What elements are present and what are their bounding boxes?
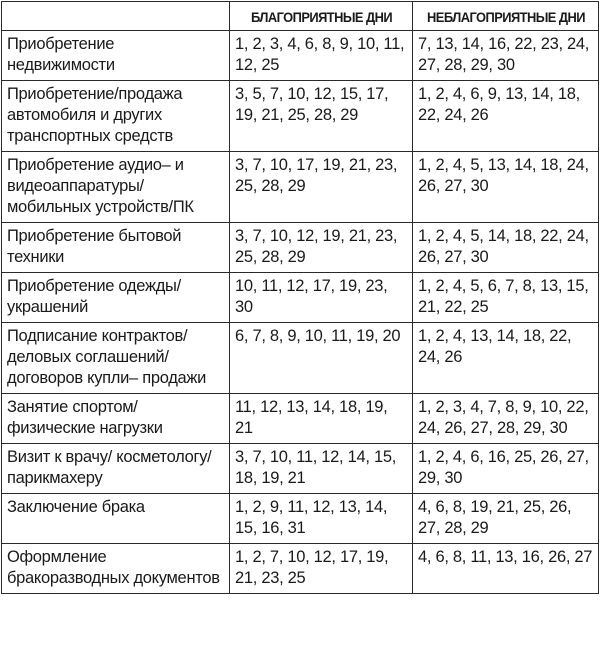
header-favorable-days: БЛАГОПРИЯТНЫЕ ДНИ <box>237 2 405 31</box>
table-row <box>2 544 599 594</box>
unfavorable-cell: 1, 2, 4, 13, 14, 18, 22, 24, 26 <box>413 323 599 394</box>
header-activity <box>2 2 230 31</box>
unfavorable-cell: 1, 2, 4, 5, 14, 18, 22, 24, 26, 27, 30 <box>413 223 599 273</box>
favorable-cell: 6, 7, 8, 9, 10, 11, 19, 20 <box>230 323 413 394</box>
unfavorable-cell: 1, 2, 4, 6, 9, 13, 14, 18, 22, 24, 26 <box>413 81 599 152</box>
unfavorable-cell: 1, 2, 4, 6, 16, 25, 26, 27, 29, 30 <box>413 444 599 494</box>
table-row <box>2 394 599 444</box>
table-row <box>2 323 599 394</box>
activity-cell: Приобретение одежды/ украшений <box>2 273 230 323</box>
unfavorable-cell: 7, 13, 14, 16, 22, 23, 24, 27, 28, 29, 30 <box>413 31 599 81</box>
unfavorable-cell: 1, 2, 3, 4, 7, 8, 9, 10, 22, 24, 26, 27, 28, 29, 30 <box>413 394 599 444</box>
favorable-cell: 10, 11, 12, 17, 19, 23, 30 <box>230 273 413 323</box>
favorable-cell: 3, 7, 10, 12, 19, 21, 23, 25, 28, 29 <box>230 223 413 273</box>
table-row <box>2 494 599 544</box>
activity-cell: Занятие спортом/ физические нагрузки <box>2 394 230 444</box>
table-row <box>2 81 599 152</box>
activity-cell: Приобретение бытовой техники <box>2 223 230 273</box>
activity-cell: Приобретение аудио– и видеоаппаратуры/ мобильных устройств/ПК <box>2 152 230 223</box>
activity-cell: Визит к врачу/ косметологу/ парикмахеру <box>2 444 230 494</box>
header-row <box>2 2 599 31</box>
header-unfavorable-days: НЕБЛАГОПРИЯТНЫЕ ДНИ <box>420 2 591 31</box>
table-row <box>2 273 599 323</box>
favorable-cell: 3, 5, 7, 10, 12, 15, 17, 19, 21, 25, 28, 29 <box>230 81 413 152</box>
activity-cell: Заключение брака <box>2 494 230 544</box>
unfavorable-cell: 1, 2, 4, 5, 13, 14, 18, 24, 26, 27, 30 <box>413 152 599 223</box>
activity-cell: Подписание контрактов/ деловых соглашений/ договоров купли– продажи <box>2 323 230 394</box>
unfavorable-cell: 4, 6, 8, 19, 21, 25, 26, 27, 28, 29 <box>413 494 599 544</box>
favorable-days-table <box>1 1 599 594</box>
unfavorable-cell: 1, 2, 4, 5, 6, 7, 8, 13, 15, 21, 22, 25 <box>413 273 599 323</box>
favorable-cell: 1, 2, 7, 10, 12, 17, 19, 21, 23, 25 <box>230 544 413 594</box>
table-row <box>2 31 599 81</box>
favorable-cell: 1, 2, 9, 11, 12, 13, 14, 15, 16, 31 <box>230 494 413 544</box>
activity-cell: Приобретение недвижимости <box>2 31 230 81</box>
unfavorable-cell: 4, 6, 8, 11, 13, 16, 26, 27 <box>413 544 599 594</box>
table-row <box>2 444 599 494</box>
activity-cell: Оформление бракоразводных документов <box>2 544 230 594</box>
favorable-cell: 3, 7, 10, 17, 19, 21, 23, 25, 28, 29 <box>230 152 413 223</box>
favorable-cell: 1, 2, 3, 4, 6, 8, 9, 10, 11, 12, 25 <box>230 31 413 81</box>
favorable-cell: 3, 7, 10, 11, 12, 14, 15, 18, 19, 21 <box>230 444 413 494</box>
table-row <box>2 152 599 223</box>
favorable-cell: 11, 12, 13, 14, 18, 19, 21 <box>230 394 413 444</box>
activity-cell: Приобретение/продажа автомобиля и других транспортных средств <box>2 81 230 152</box>
table-row <box>2 223 599 273</box>
